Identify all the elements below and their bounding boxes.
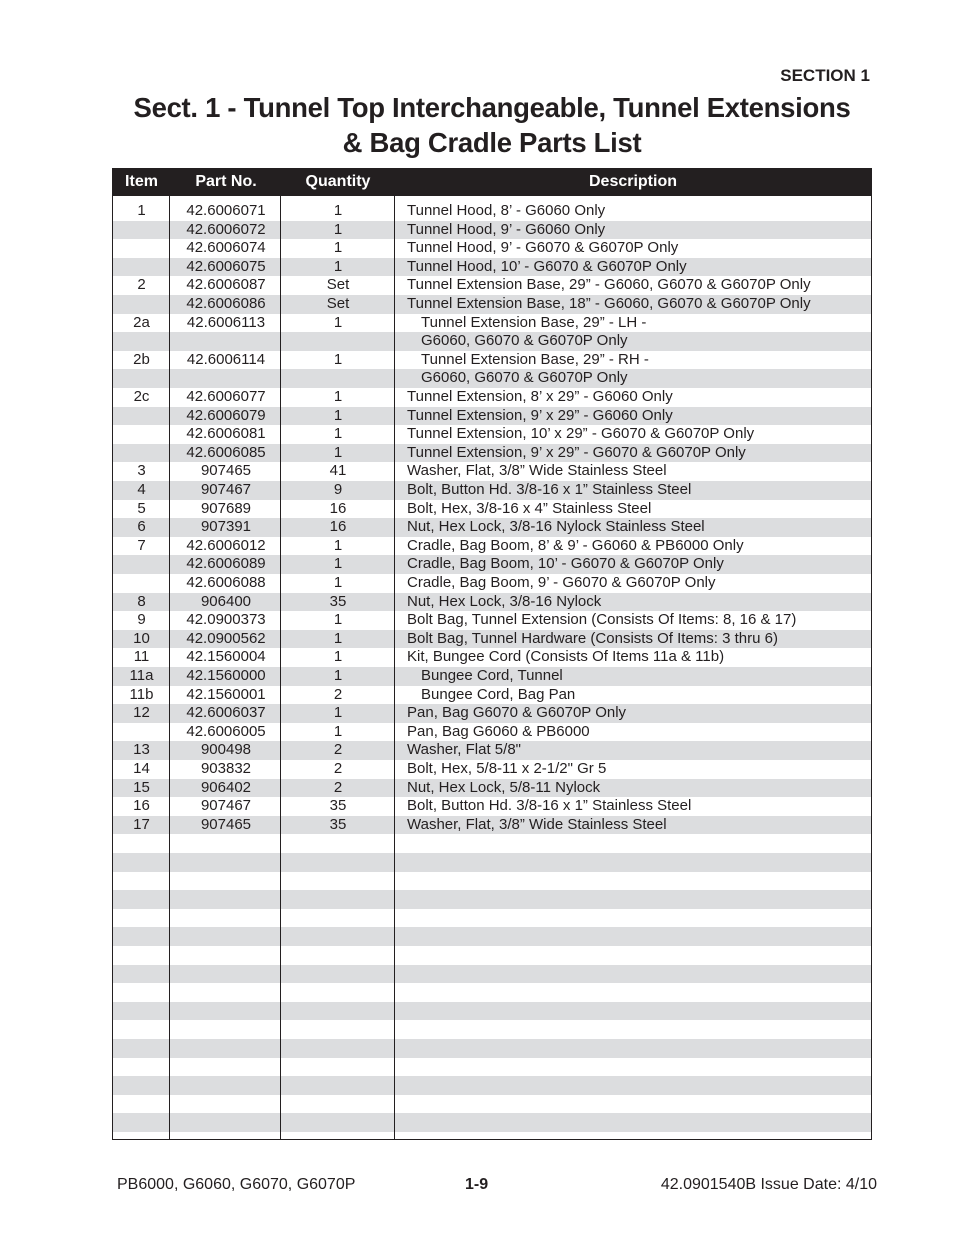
table-row	[113, 555, 871, 574]
part-number-cell: 907391	[200, 518, 252, 536]
part-number-cell: 42.6006075	[186, 257, 266, 275]
item-cell: 5	[137, 499, 146, 517]
item-cell: 11a	[129, 667, 154, 684]
item-cell: 2b	[133, 350, 150, 368]
row-shading	[113, 853, 871, 872]
quantity-cell: 1	[333, 202, 343, 219]
table-row	[113, 276, 871, 295]
part-number-cell: 42.6006113	[186, 313, 266, 331]
description-cell: Washer, Flat, 3/8” Wide Stainless Steel	[407, 815, 667, 833]
table-row	[113, 295, 871, 314]
table-row	[113, 611, 871, 630]
description-cell: Cradle, Bag Boom, 10’ - G6070 & G6070P Only	[407, 555, 724, 573]
quantity-cell: 1	[333, 388, 343, 405]
table-row	[113, 630, 871, 649]
quantity-cell: 35	[329, 592, 347, 610]
description-cell: G6060, G6070 & G6070P Only	[421, 369, 628, 387]
part-number-cell: 42.0900562	[186, 629, 266, 647]
title-line-2: & Bag Cradle Parts List	[342, 127, 642, 158]
quantity-cell: 9	[333, 481, 343, 498]
row-shading	[113, 1002, 871, 1021]
description-cell: Nut, Hex Lock, 3/8-16 Nylock	[407, 592, 602, 610]
quantity-cell: 1	[333, 704, 343, 722]
item-cell: 14	[133, 760, 150, 777]
part-number-cell: 42.6006089	[186, 555, 266, 573]
quantity-cell: 1	[333, 667, 343, 684]
section-label: SECTION 1	[780, 66, 870, 85]
description-cell: Pan, Bag G6070 & G6070P Only	[407, 704, 627, 722]
description-cell: Tunnel Hood, 8’ - G6060 Only	[407, 202, 606, 219]
quantity-cell: 2	[333, 741, 343, 759]
quantity-cell: 1	[333, 536, 343, 554]
footer-models: PB6000, G6060, G6070, G6070P	[117, 1176, 356, 1193]
row-shading	[113, 965, 871, 984]
header-quantity: Quantity	[305, 173, 371, 190]
header-part-no: Part No.	[195, 173, 257, 190]
part-number-cell: 42.6006085	[186, 443, 266, 461]
row-shading	[113, 1039, 871, 1058]
item-cell: 11	[133, 648, 150, 666]
row-shading	[113, 1076, 871, 1095]
description-cell: Cradle, Bag Boom, 9’ - G6070 & G6070P Only	[407, 574, 716, 591]
item-cell: 15	[133, 778, 150, 796]
item-cell: 12	[133, 704, 150, 722]
description-cell: Nut, Hex Lock, 5/8-11 Nylock	[407, 778, 601, 796]
description-cell: Bungee Cord, Bag Pan	[421, 685, 576, 703]
table-row	[113, 760, 871, 779]
column-divider	[280, 196, 281, 1139]
item-cell: 9	[137, 611, 146, 629]
description-cell: Tunnel Extension Base, 29” - G6060, G6070 & G6070P Only	[407, 276, 811, 294]
description-cell: Cradle, Bag Boom, 8’ & 9’ - G6060 & PB6000 Only	[407, 536, 744, 554]
quantity-cell: 2	[333, 778, 343, 796]
table-body	[113, 196, 871, 1139]
item-cell: 13	[133, 741, 150, 759]
item-cell: 3	[137, 462, 146, 480]
part-number-cell: 42.6006074	[186, 239, 266, 257]
item-cell: 17	[133, 815, 150, 833]
description-cell: Tunnel Extension, 9’ x 29” - G6060 Only	[407, 406, 673, 424]
header-item: Item	[125, 173, 158, 190]
description-cell: Bolt Bag, Tunnel Hardware (Consists Of Items: 3 thru 6)	[407, 629, 778, 647]
quantity-cell: Set	[326, 295, 350, 312]
title-line-1: Sect. 1 - Tunnel Top Interchangeable, Tunnel Extensions	[133, 92, 851, 123]
table-row	[113, 369, 871, 388]
item-cell: 1	[137, 202, 146, 219]
quantity-cell: 1	[333, 220, 343, 238]
table-row	[113, 686, 871, 705]
description-cell: Bolt, Button Hd. 3/8-16 x 1” Stainless Steel	[407, 481, 692, 498]
column-divider	[394, 196, 395, 1139]
description-cell: Bolt, Button Hd. 3/8-16 x 1” Stainless Steel	[407, 797, 692, 815]
quantity-cell: 1	[333, 313, 343, 331]
footer-page-number: 1-9	[465, 1176, 489, 1193]
item-cell: 16	[133, 797, 150, 815]
page-title	[0, 90, 954, 160]
part-number-cell: 42.6006079	[186, 406, 266, 424]
table-row	[113, 221, 871, 240]
table-row	[113, 779, 871, 798]
part-number-cell: 42.6006005	[186, 722, 266, 740]
table-row	[113, 500, 871, 519]
table-row	[113, 704, 871, 723]
table-row	[113, 741, 871, 760]
part-number-cell: 906400	[200, 592, 252, 610]
quantity-cell: 41	[329, 462, 347, 480]
description-cell: Bolt Bag, Tunnel Extension (Consists Of Items: 8, 16 & 17)	[407, 611, 797, 629]
description-cell: Kit, Bungee Cord (Consists Of Items 11a & 11b)	[407, 648, 725, 666]
description-cell: Nut, Hex Lock, 3/8-16 Nylock Stainless Steel	[407, 518, 705, 536]
table-row	[113, 648, 871, 667]
table-row	[113, 593, 871, 612]
quantity-cell: 1	[333, 257, 343, 275]
header-description: Description	[588, 173, 677, 190]
part-number-cell: 42.1560004	[186, 648, 266, 666]
table-row	[113, 667, 871, 686]
column-divider	[169, 196, 170, 1139]
description-cell: Washer, Flat 5/8"	[407, 741, 521, 759]
description-cell: Pan, Bag G6060 & PB6000	[407, 722, 590, 740]
quantity-cell: 1	[333, 629, 343, 647]
quantity-cell: 35	[329, 797, 347, 815]
table-row	[113, 202, 871, 221]
row-shading	[113, 890, 871, 909]
description-cell: Tunnel Extension, 10’ x 29” - G6070 & G6070P Only	[407, 425, 755, 443]
part-number-cell: 42.6006114	[186, 350, 266, 368]
table-row	[113, 574, 871, 593]
footer-doc-number: 42.0901540B Issue Date: 4/10	[660, 1176, 877, 1193]
part-number-cell: 900498	[200, 741, 252, 759]
table-row	[113, 518, 871, 537]
part-number-cell: 42.6006087	[186, 276, 266, 294]
part-number-cell: 42.6006086	[186, 295, 266, 312]
description-cell: Tunnel Extension Base, 29” - LH -	[421, 313, 647, 331]
description-cell: Bolt, Hex, 3/8-16 x 4” Stainless Steel	[407, 499, 652, 517]
table-row	[113, 351, 871, 370]
row-shading	[113, 927, 871, 946]
part-number-cell: 907465	[200, 815, 252, 833]
description-cell: Tunnel Hood, 10’ - G6070 & G6070P Only	[407, 257, 687, 275]
table-row	[113, 816, 871, 835]
part-number-cell: 906402	[200, 778, 252, 796]
item-cell: 6	[137, 518, 146, 536]
part-number-cell: 42.6006072	[186, 220, 266, 238]
description-cell: Tunnel Extension Base, 29” - RH -	[421, 350, 649, 368]
description-cell: Washer, Flat, 3/8” Wide Stainless Steel	[407, 462, 667, 480]
quantity-cell: 16	[329, 499, 347, 517]
quantity-cell: Set	[326, 276, 350, 294]
quantity-cell: 1	[333, 425, 343, 443]
item-cell: 10	[133, 629, 150, 647]
part-number-cell: 42.6006037	[186, 704, 266, 722]
quantity-cell: 35	[329, 815, 347, 833]
quantity-cell: 1	[333, 350, 343, 368]
description-cell: Tunnel Hood, 9’ - G6070 & G6070P Only	[407, 239, 679, 257]
part-number-cell: 907467	[200, 481, 252, 498]
parts-table	[112, 168, 872, 1140]
description-cell: G6060, G6070 & G6070P Only	[421, 332, 628, 350]
quantity-cell: 1	[333, 722, 343, 740]
item-cell: 2	[137, 276, 146, 294]
quantity-cell: 1	[333, 555, 343, 573]
quantity-cell: 2	[333, 685, 343, 703]
part-number-cell: 42.0900373	[186, 611, 266, 629]
table-row	[113, 332, 871, 351]
item-cell: 8	[137, 592, 146, 610]
part-number-cell: 42.6006077	[186, 388, 266, 405]
description-cell: Tunnel Extension, 8’ x 29” - G6060 Only	[407, 388, 673, 405]
table-row	[113, 481, 871, 500]
part-number-cell: 42.1560001	[186, 685, 266, 703]
row-shading	[113, 1113, 871, 1132]
part-number-cell: 907467	[200, 797, 252, 815]
table-row	[113, 537, 871, 556]
quantity-cell: 1	[333, 443, 343, 461]
part-number-cell: 907689	[200, 499, 252, 517]
part-number-cell: 42.1560000	[186, 667, 266, 684]
table-row	[113, 388, 871, 407]
quantity-cell: 2	[333, 760, 343, 777]
item-cell: 11b	[129, 685, 154, 703]
item-cell: 2a	[133, 313, 150, 331]
part-number-cell: 903832	[200, 760, 252, 777]
quantity-cell: 1	[333, 406, 343, 424]
description-cell: Tunnel Extension Base, 18” - G6060, G6070 & G6070P Only	[407, 295, 811, 312]
table-header	[113, 169, 871, 196]
table-row	[113, 407, 871, 426]
part-number-cell: 42.6006081	[186, 425, 266, 443]
quantity-cell: 1	[333, 611, 343, 629]
part-number-cell: 42.6006012	[186, 536, 266, 554]
table-row	[113, 462, 871, 481]
description-cell: Tunnel Extension, 9’ x 29” - G6070 & G6070P Only	[407, 443, 746, 461]
quantity-cell: 1	[333, 239, 343, 257]
description-cell: Bungee Cord, Tunnel	[421, 667, 563, 684]
description-cell: Bolt, Hex, 5/8-11 x 2-1/2" Gr 5	[407, 760, 607, 777]
part-number-cell: 42.6006088	[186, 574, 266, 591]
quantity-cell: 16	[329, 518, 347, 536]
part-number-cell: 907465	[200, 462, 252, 480]
table-row	[113, 314, 871, 333]
quantity-cell: 1	[333, 648, 343, 666]
table-row	[113, 723, 871, 742]
item-cell: 2c	[133, 388, 150, 405]
table-row	[113, 444, 871, 463]
table-row	[113, 425, 871, 444]
item-cell: 7	[137, 536, 146, 554]
table-row	[113, 258, 871, 277]
quantity-cell: 1	[333, 574, 343, 591]
description-cell: Tunnel Hood, 9’ - G6060 Only	[407, 220, 606, 238]
table-row	[113, 797, 871, 816]
part-number-cell: 42.6006071	[186, 202, 266, 219]
table-row	[113, 239, 871, 258]
item-cell: 4	[137, 481, 146, 498]
